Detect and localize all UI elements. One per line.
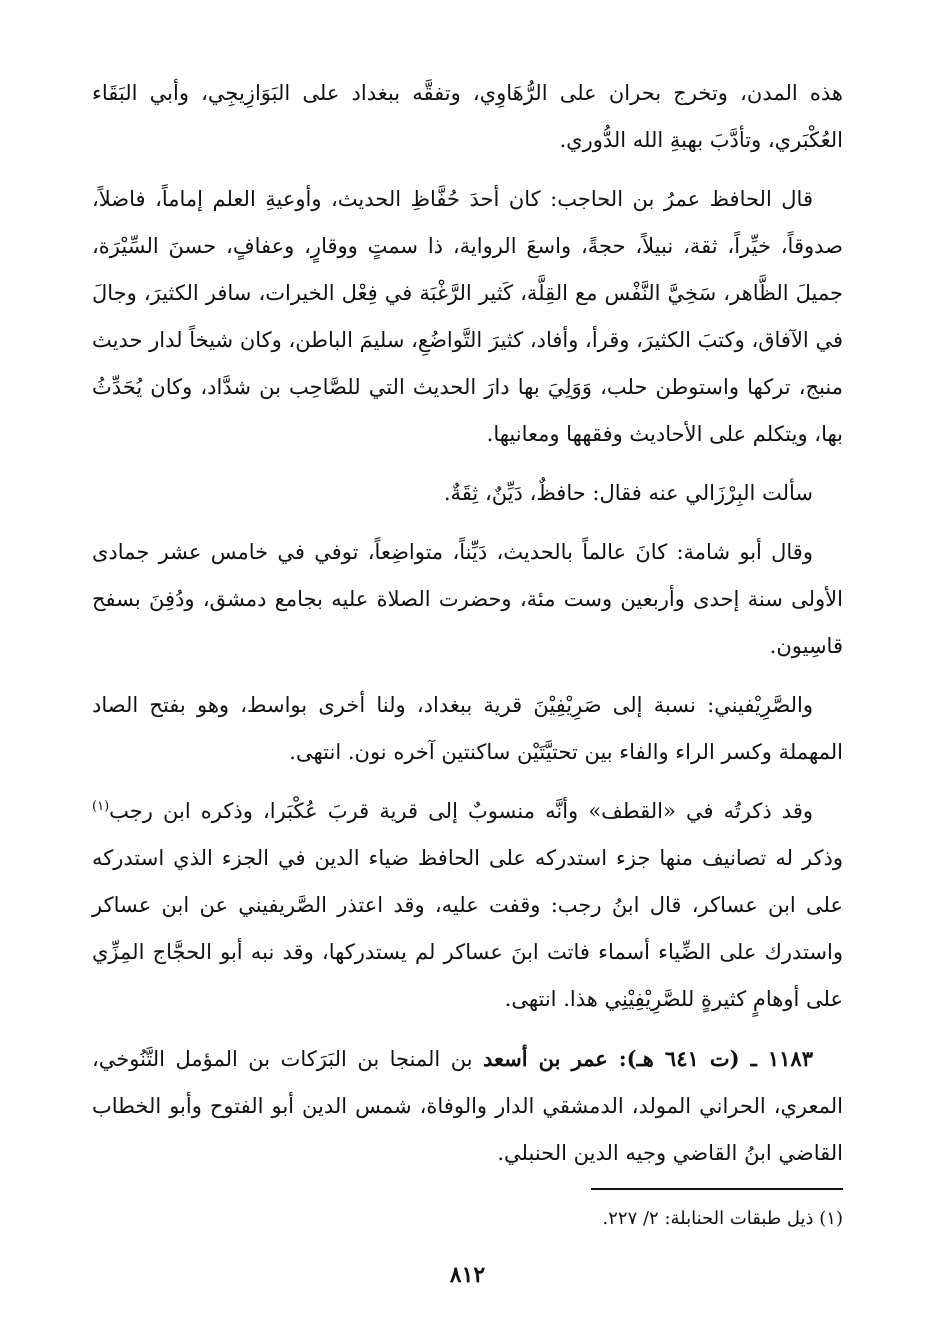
main-text [92, 70, 843, 1177]
entry-body: بن المنجا بن البَرَكات بن المؤمل التَّنُوخي، المعري، الحراني المولد، الدمشقي الدار والوفاة، شمس الدين أبو الفتوح وأبو الخطاب القاضي ابنُ القاضي وجيه الدين الحنبلي. [92, 1047, 843, 1165]
footnote-divider [591, 1188, 843, 1190]
paragraph-6-continuation: وذكر له تصانيف منها جزء استدركه على الحافظ ضياء الدين في الجزء الذي استدركه على ابن عساكر، قال ابنُ رجب: وقفت عليه، وقد اعتذر الصَّريفيني عن ابن عساكر واستدرك على الضِّياء أسماء فاتت ابنَ عساكر لم يستدركها، وقد نبه أبو الحجَّاج المِزِّي على أوهامٍ كثيرةٍ للصَّرِيْفِيْنِي هذا. انتهى. [92, 846, 843, 1011]
paragraph-4: وقال أبو شامة: كانَ عالماً بالحديث، دَيِّناً، متواضِعاً، توفي في خامس عشر جمادى الأولى سنة إحدى وأربعين وست مئة، وحضرت الصلاة عليه بجامع دمشق، ودُفِنَ بسفح قاسِيون. [92, 540, 843, 658]
page-number: ٨١٢ [449, 1262, 486, 1288]
entry-heading: ١١٨٣ ـ (ت ٦٤١ هـ): عمر بن أسعد [483, 1046, 813, 1071]
footnote: (١) ذيل طبقات الحنابلة: ٢/ ٢٢٧. [602, 1208, 843, 1229]
paragraph-5: والصَّرِيْفيني: نسبة إلى صَرِيْفِيْنَ قرية ببغداد، ولنا أخرى بواسط، وهو بفتح الصاد المهملة وكسر الراء والفاء بين تحتيَّتَيْن ساكنتين آخره نون. انتهى. [92, 693, 843, 764]
paragraph-6-text: وقد ذكرتُه في «القطف» وأنَّه منسوبٌ إلى قرية قربَ عُكْبَرا، وذكره ابن رجب [109, 799, 813, 823]
paragraph-3: سألت البِرْزَالي عنه فقال: حافظٌ، دَيِّنٌ، ثِقَةٌ. [443, 481, 813, 505]
biography-entry [92, 1035, 843, 1177]
paragraph-2: قال الحافظ عمرُ بن الحاجب: كان أحدَ حُفَّاظِ الحديث، وأوعيةِ العلم إماماً، فاضلاً، صدوقاً، خيِّراً، ثقة، نبيلاً، حجةً، واسعَ الرواية، ذا سمتٍ ووقارٍ، وعفافٍ، حسنَ السِّيْرَة، جميلَ الظَّاهر، سَخِيَّ النَّفْس مع القِلَّة، كَثير الرَّغْبَة في فِعْل الخيرات، سافر الكثيرَ، وجالَ في الآفاق، وكتبَ الكثيرَ، وقرأ، وأفاد، كثيرَ التَّواضُعِ، سليمَ الباطن، وكان شيخاً لدار حديث منبج، تركها واستوطن حلب، وَوَلِيَ بها دارَ الحديث التي للصَّاحِب بن شدَّاد، وكان يُحَدِّثُ بها، ويتكلم على الأحاديث وفقهها ومعانيها. [92, 187, 843, 446]
paragraph-6 [92, 788, 843, 1023]
paragraph-1: هذه المدن، وتخرج بحران على الرُّهَاوِي، وتفقَّه ببغداد على البَوَازِيجِي، وأبي البَقَاء العُكْبَري، وتأدَّبَ بهبةِ الله الدُّوري. [92, 81, 843, 152]
footnote-reference: (١) [92, 799, 110, 814]
